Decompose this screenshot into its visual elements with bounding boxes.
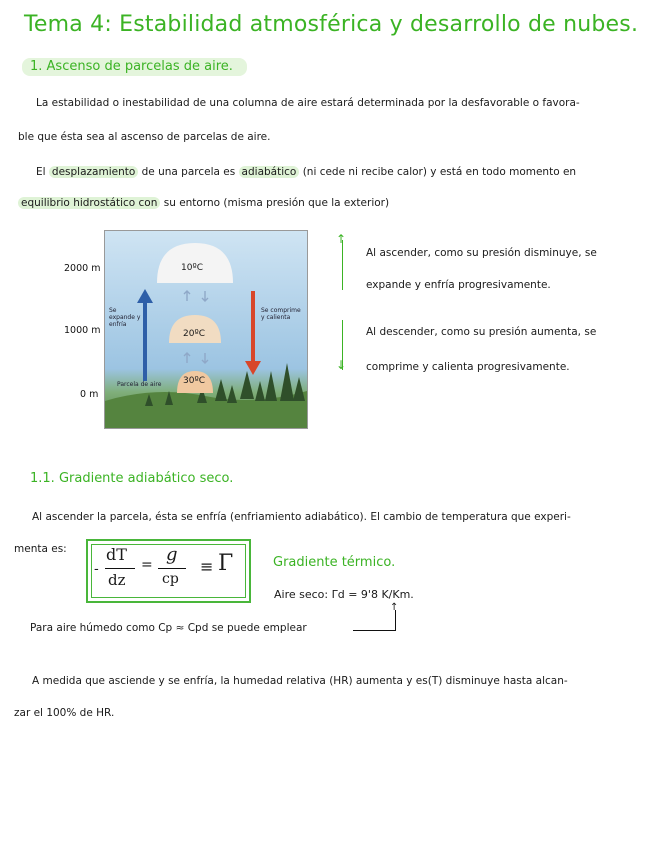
paragraph-line: menta es: xyxy=(14,543,67,555)
altitude-label: 1000 m xyxy=(64,325,101,336)
formula-cp: cp xyxy=(162,571,179,587)
formula-dz: dz xyxy=(108,571,126,589)
highlighted-term: adiabático xyxy=(239,166,300,178)
expand-label: Se expande y enfría xyxy=(109,307,141,328)
formula-equiv: ≡ xyxy=(200,557,214,576)
temp-label: 30ºC xyxy=(183,376,205,386)
connector-arrow-icon: ↑ xyxy=(390,602,399,613)
trees-icon xyxy=(145,363,305,406)
compress-label: Se comprime y calienta xyxy=(261,307,301,321)
connector-line xyxy=(353,630,395,631)
formula-dT: dT xyxy=(106,545,127,564)
ascend-note: Al ascender, como su presión disminuye, se xyxy=(366,247,597,259)
down-arrow-icon xyxy=(245,291,261,375)
highlighted-term: desplazamiento xyxy=(49,166,138,178)
text-fragment: El xyxy=(36,166,46,178)
descend-note: comprime y calienta progresivamente. xyxy=(366,361,570,373)
paragraph-line: ble que ésta sea al ascenso de parcelas de aire. xyxy=(18,131,271,143)
fraction-bar xyxy=(158,568,186,569)
paragraph-line: Al ascender la parcela, ésta se enfría (enfriamiento adiabático). El cambio de temperatura que experi- xyxy=(32,511,571,523)
paragraph-line: La estabilidad o inestabilidad de una columna de aire estará determinada por la desfavorable o favora- xyxy=(36,97,580,109)
connector-vertical xyxy=(395,610,396,631)
formula-sign: - xyxy=(94,561,99,577)
section-heading-1: 1. Ascenso de parcelas de aire. xyxy=(22,58,247,76)
down-arrow-icon: ↓ xyxy=(336,358,347,372)
up-arrow-icon: ↑ xyxy=(336,232,347,246)
highlighted-term: equilibrio hidrostático con xyxy=(18,197,160,209)
text-fragment: de una parcela es xyxy=(141,166,236,178)
ascend-note: expande y enfría progresivamente. xyxy=(366,279,551,291)
adiabatic-parcel-figure xyxy=(104,230,308,429)
formula-equals: = xyxy=(141,557,153,573)
formula-gamma: Γ xyxy=(218,551,234,576)
section-heading-1-1: 1.1. Gradiente adiabático seco. xyxy=(30,471,234,486)
text-fragment: su entorno (misma presión que la exterior) xyxy=(163,197,390,209)
paragraph-line xyxy=(18,186,389,220)
gradient-label: Gradiente térmico. xyxy=(273,555,396,570)
ground-shape xyxy=(105,391,307,428)
up-arrow-icon xyxy=(137,289,153,381)
text-fragment: (ni cede ni recibe calor) y está en todo momento en xyxy=(302,166,577,178)
fraction-bar xyxy=(105,568,135,569)
up-arrow-line xyxy=(342,240,343,290)
altitude-label: 2000 m xyxy=(64,263,101,274)
altitude-label: 0 m xyxy=(80,389,99,400)
descend-note: Al descender, como su presión aumenta, se xyxy=(366,326,597,338)
page-title: Tema 4: Estabilidad atmosférica y desarrollo de nubes. xyxy=(24,12,639,37)
dry-air-value: Aire seco: Γd = 9'8 K/Km. xyxy=(274,588,414,601)
figure-drawing xyxy=(105,231,307,428)
paragraph-line xyxy=(36,155,576,189)
formula-g: g xyxy=(166,544,178,565)
formula-box xyxy=(86,539,251,603)
temp-label: 20ºC xyxy=(183,329,205,339)
temp-label: 10ºC xyxy=(181,263,203,273)
parcel-label: Parcela de aire xyxy=(117,381,162,388)
paragraph-line: A medida que asciende y se enfría, la humedad relativa (HR) aumenta y es(T) disminuye hasta alcan- xyxy=(32,675,568,687)
paragraph-line: zar el 100% de HR. xyxy=(14,707,115,719)
humid-air-note: Para aire húmedo como Cp ≈ Cpd se puede emplear xyxy=(30,622,307,634)
